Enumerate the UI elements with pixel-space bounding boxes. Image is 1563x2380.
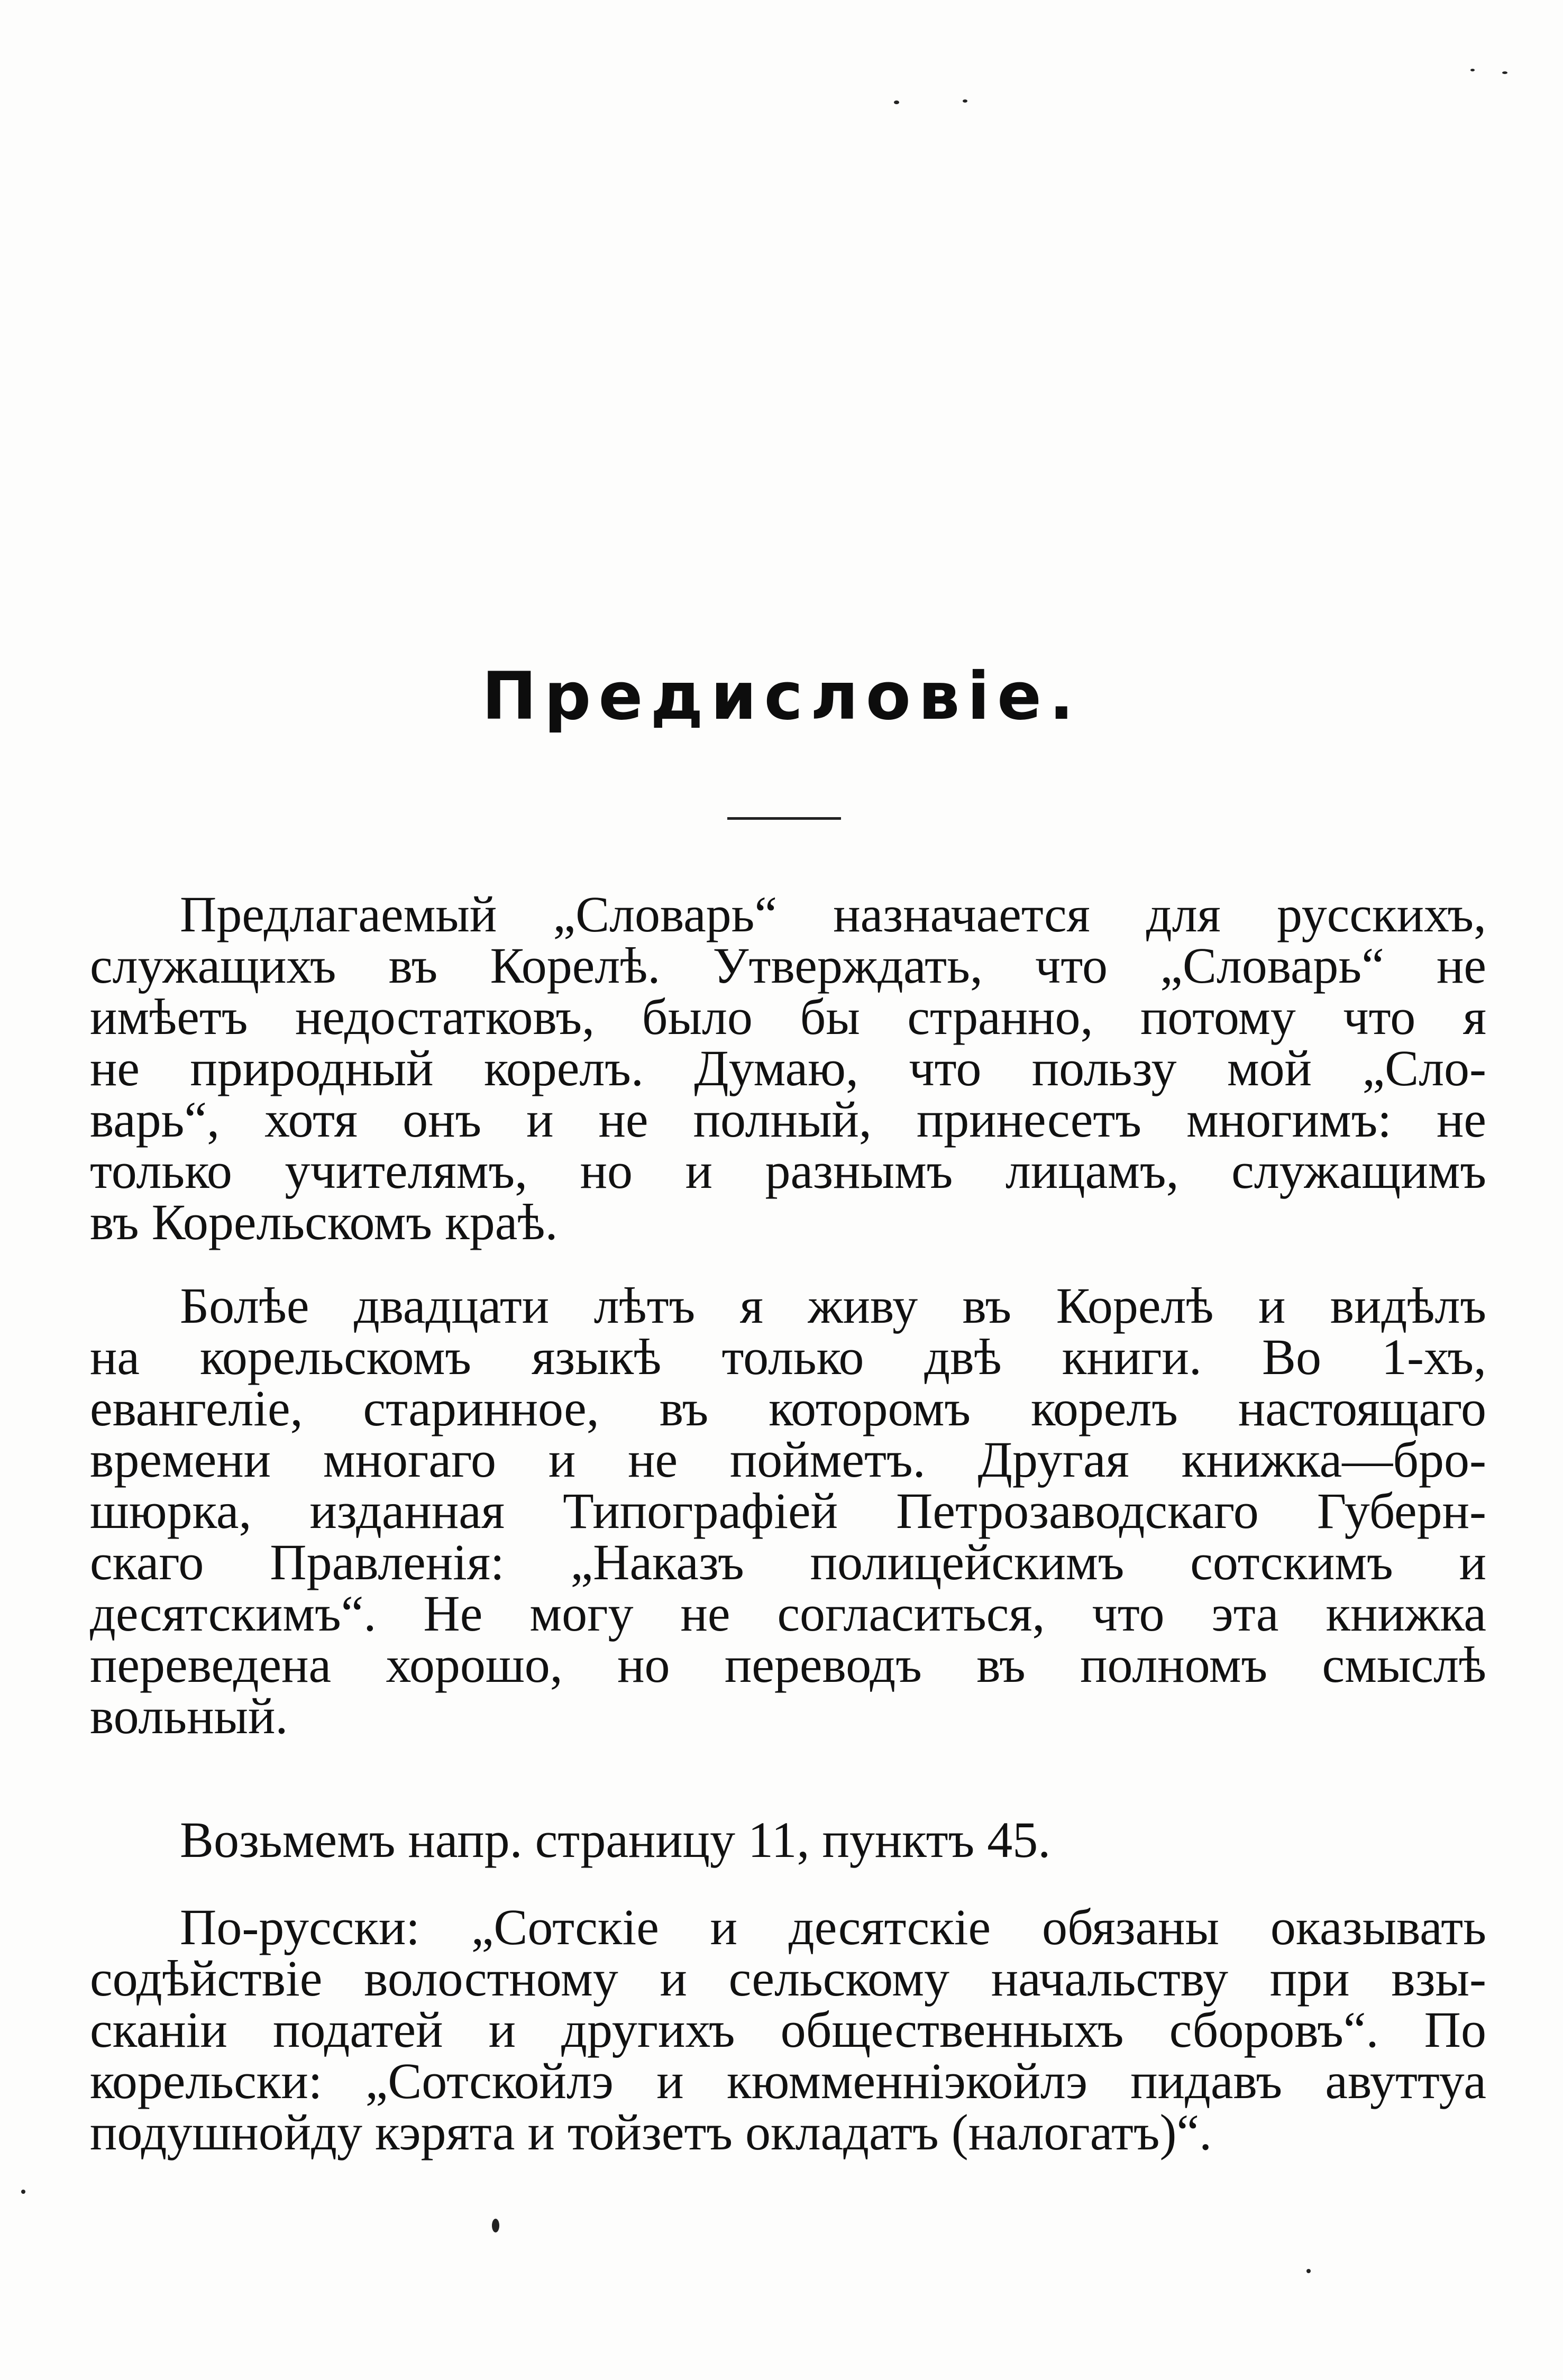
- text-line: шюрка, изданная Типографіей Петрозаводскаго Губерн-: [90, 1482, 1486, 1539]
- text-line: евангеліе, старинное, въ которомъ корелъ настоящаго: [90, 1380, 1486, 1436]
- text-line: подушнойду кэрята и тойзетъ окладатъ (налогатъ)“.: [90, 2104, 1212, 2161]
- title-divider: [727, 817, 841, 820]
- text-line: Болѣе двадцати лѣтъ я живу въ Корелѣ и видѣлъ: [180, 1277, 1486, 1334]
- text-line: Предлагаемый „Словарь“ назначается для русскихъ,: [180, 886, 1486, 942]
- paragraph-4: [90, 1899, 1486, 2161]
- text-line: не природный корелъ. Думаю, что пользу мой „Сло-: [90, 1040, 1486, 1096]
- text-line: на корельскомъ языкѣ только двѣ книги. Во 1-хъ,: [90, 1329, 1486, 1385]
- text-line: скаго Правленія: „Наказъ полицейскимъ сотскимъ и: [90, 1534, 1486, 1590]
- text-line: По-русски: „Сотскіе и десятскіе обязаны оказывать: [180, 1899, 1486, 1955]
- paragraph-3: [90, 1811, 1486, 1868]
- scan-speck: [21, 2190, 25, 2194]
- text-line: вольный.: [90, 1688, 288, 1744]
- text-line: переведена хорошо, но переводъ въ полномъ смыслѣ: [90, 1636, 1486, 1693]
- scan-speck: [1306, 2269, 1311, 2273]
- text-line: имѣетъ недостатковъ, было бы странно, потому что я: [90, 988, 1486, 1045]
- scan-speck: [894, 100, 899, 104]
- text-line: только учителямъ, но и разнымъ лицамъ, служащимъ: [90, 1142, 1486, 1199]
- text-line: варь“, хотя онъ и не полный, принесетъ многимъ: не: [90, 1091, 1486, 1148]
- text-line: времени многаго и не пойметъ. Другая книжка—бро-: [90, 1431, 1486, 1488]
- paragraph-2: [90, 1277, 1486, 1744]
- text-line: служащихъ въ Корелѣ. Утверждать, что „Словарь“ не: [90, 937, 1486, 994]
- scan-speck: [1502, 71, 1507, 74]
- scan-speck: [492, 2219, 499, 2232]
- text-line: содѣйствіе волостному и сельскому начальству при взы-: [90, 1950, 1486, 2007]
- scan-speck: [963, 99, 967, 103]
- paragraph-1: [90, 886, 1486, 1250]
- page-title: Предисловіе.: [481, 658, 1082, 735]
- scan-speck: [1470, 69, 1475, 71]
- text-line: десятскимъ“. Не могу не согласиться, что эта книжка: [90, 1585, 1486, 1642]
- text-line: въ Корельскомъ краѣ.: [90, 1194, 558, 1250]
- text-line: Возьмемъ напр. страницу 11, пунктъ 45.: [180, 1811, 1051, 1868]
- text-line: сканіи податей и другихъ общественныхъ сборовъ“. По: [90, 2001, 1486, 2058]
- text-line: корельски: „Сотскойлэ и кюмменніэкойлэ пидавъ авуттуа: [90, 2053, 1486, 2109]
